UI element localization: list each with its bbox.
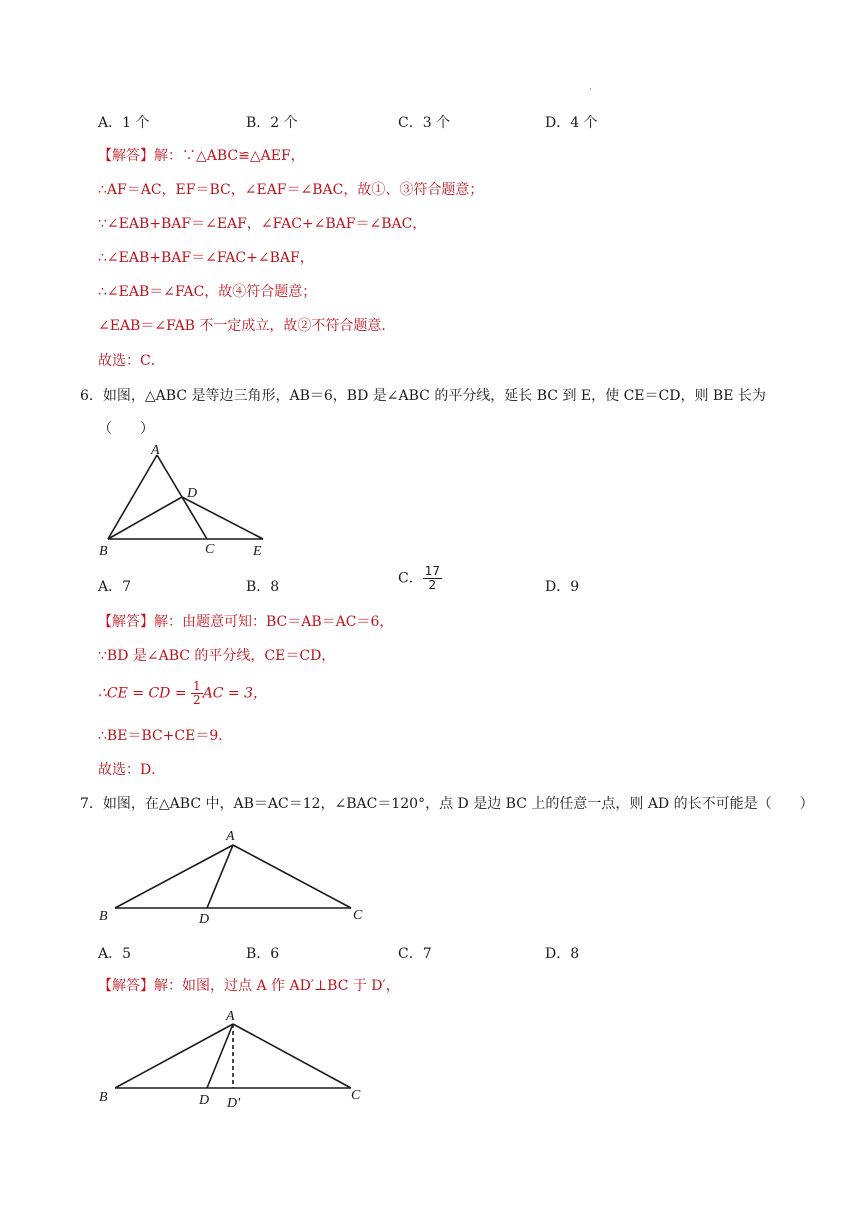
q5-option-d: D．4 个 <box>545 115 598 131</box>
q6-label-d: D <box>187 486 198 501</box>
q6-answer-line-3-a: ∴CE = CD = <box>98 685 192 702</box>
q6-option-d: D．9 <box>545 579 580 595</box>
q7-solution-label-d: D <box>199 1093 210 1108</box>
q6-answer-fraction <box>191 680 203 707</box>
q7-option-a: A．5 <box>98 946 132 962</box>
q7-label-a: A <box>226 829 235 844</box>
q6-option-c-prefix: C． <box>398 570 423 587</box>
q5-answer-line-7: 故选：C． <box>98 353 165 369</box>
q5-answer-line-3: ∵∠EAB+BAF＝∠EAF，∠FAC+∠BAF＝∠BAC， <box>98 216 427 232</box>
q7-solution-side-ac <box>233 1024 351 1088</box>
q6-bracket: （ ） <box>98 421 154 437</box>
q6-label-c: C <box>205 542 215 557</box>
q6-answer-line-5: 故选：D． <box>98 762 166 778</box>
q6-option-c <box>398 565 442 592</box>
q6-option-c-denominator: 2 <box>428 578 437 592</box>
q7-label-c: C <box>353 908 363 923</box>
q5-answer-line-4: ∴∠EAB+BAF＝∠FAC+∠BAF， <box>98 250 314 266</box>
q5-answer-line-6: ∠EAB＝∠FAB 不一定成立，故②不符合题意． <box>98 318 396 334</box>
q6-label-e: E <box>253 544 262 559</box>
q5-answer-line-1: 【解答】解：∵△ABC≌△AEF， <box>98 148 305 164</box>
q5-option-c: C．3 个 <box>398 115 451 131</box>
q7-solution-figure <box>95 1005 375 1115</box>
q6-answer-line-4: ∴BE＝BC+CE＝9． <box>98 728 233 744</box>
q7-figure <box>95 825 375 930</box>
q6-option-c-fraction <box>423 565 442 592</box>
q6-side-ab <box>108 455 157 539</box>
q7-option-c: C．7 <box>398 946 432 962</box>
q7-solution-label-a: A <box>226 1009 235 1024</box>
q6-answer-line-1: 【解答】解：由题意可知：BC＝AB＝AC＝6， <box>98 614 394 630</box>
q7-segment-ad <box>207 845 233 908</box>
q6-option-c-numerator: 17 <box>424 564 440 578</box>
q7-side-ac <box>233 845 351 908</box>
q6-answer-line-3-b: AC = 3， <box>202 685 268 702</box>
q6-option-b: B．8 <box>246 579 280 595</box>
q6-label-b: B <box>99 544 108 559</box>
q7-label-d: D <box>199 912 210 927</box>
q5-option-a: A．1 个 <box>98 115 150 131</box>
q6-answer-numerator: 1 <box>193 679 201 693</box>
q6-answer-line-3 <box>98 680 267 707</box>
page-mark <box>590 88 591 89</box>
q6-answer-line-2: ∵BD 是∠ABC 的平分线，CE＝CD， <box>98 648 336 664</box>
q6-segment-bd <box>108 497 182 539</box>
q5-answer-line-5: ∴∠EAB＝∠FAC，故④符合题意； <box>98 284 317 300</box>
q7-solution-label-d-prime: D′ <box>227 1096 241 1111</box>
q6-stem: 6．如图，△ABC 是等边三角形，AB＝6，BD 是∠ABC 的平分线，延长 BC 到 E，使 CE＝CD，则 BE 长为 <box>80 388 766 404</box>
q7-side-ab <box>115 845 233 908</box>
q6-option-a: A．7 <box>98 579 132 595</box>
q6-answer-denominator: 2 <box>193 693 201 707</box>
q5-answer-line-2: ∴AF＝AC，EF＝BC，∠EAF＝∠BAC，故①、③符合题意； <box>98 182 484 198</box>
q7-solution-label-b: B <box>99 1090 108 1105</box>
q7-stem: 7．如图，在△ABC 中，AB＝AC＝12，∠BAC＝120°，点 D 是边 BC 上的任意一点，则 AD 的长不可能是（ ） <box>80 796 814 812</box>
q7-solution-side-ab <box>115 1024 233 1088</box>
q6-figure <box>95 440 285 562</box>
q7-option-d: D．8 <box>545 946 580 962</box>
q7-label-b: B <box>99 909 108 924</box>
q7-solution-segment-ad <box>207 1024 233 1088</box>
q6-label-a: A <box>151 443 160 458</box>
q7-solution-label-c: C <box>351 1088 361 1103</box>
q5-option-b: B．2 个 <box>246 115 298 131</box>
q7-answer-line-1: 【解答】解：如图，过点 A 作 AD′⊥BC 于 D′， <box>98 978 400 994</box>
q7-option-b: B．6 <box>246 946 280 962</box>
